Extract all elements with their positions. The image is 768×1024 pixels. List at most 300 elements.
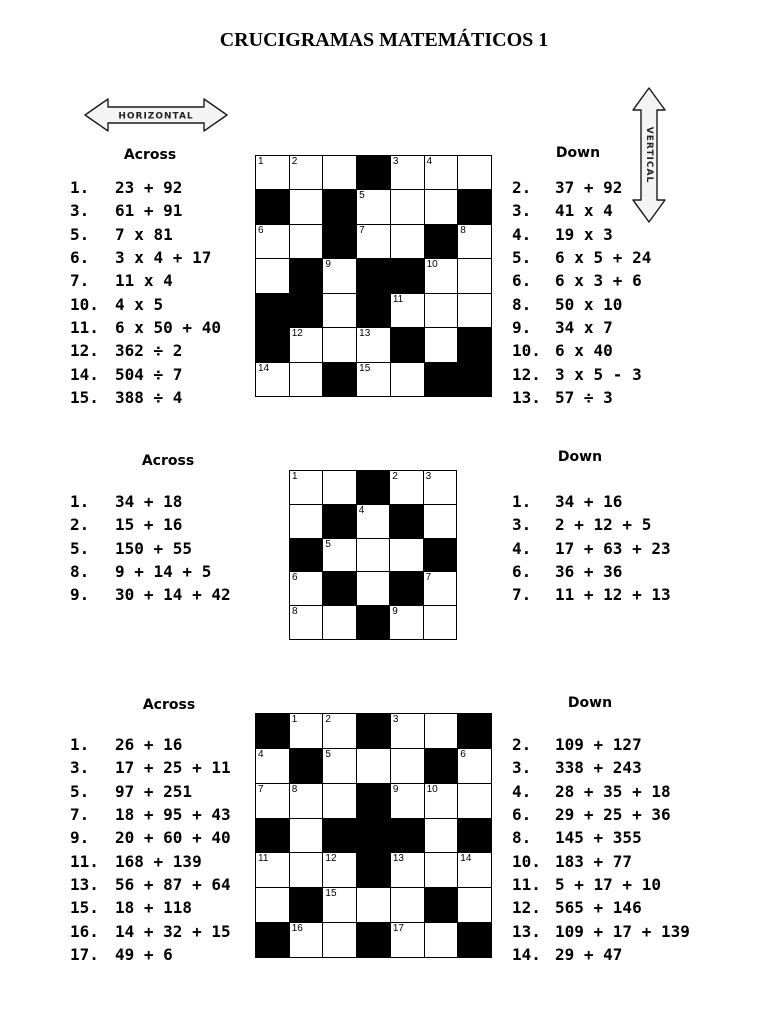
white-cell: [256, 888, 289, 922]
cell-number: 9: [392, 606, 398, 618]
cell-number: 7: [258, 783, 264, 795]
white-cell: [290, 225, 323, 258]
across-clue: [70, 826, 231, 849]
white-cell: [290, 819, 323, 853]
clue-number: 3.: [70, 758, 90, 778]
across-clue: [70, 199, 221, 222]
clue-number: 8.: [70, 561, 90, 581]
black-cell: [290, 888, 323, 922]
clue-number: 9.: [70, 828, 90, 848]
across-clue: [70, 873, 231, 896]
white-cell: [425, 923, 458, 957]
black-cell: [357, 156, 390, 189]
clue-expression: 97 + 251: [115, 781, 193, 801]
clue-number: 9.: [70, 585, 90, 605]
clue-expression: 7 x 81: [115, 224, 173, 244]
clue-number: 13.: [70, 874, 99, 894]
white-cell: [424, 572, 456, 605]
across-clue: [70, 293, 221, 316]
cell-number: 6: [258, 224, 264, 236]
white-cell: [323, 606, 355, 639]
white-cell: [290, 606, 322, 639]
clue-expression: 6 x 3 + 6: [555, 271, 642, 291]
white-cell: [323, 328, 356, 361]
down-clue: [512, 560, 671, 583]
clue-number: 7.: [70, 804, 90, 824]
cell-number: 12: [325, 853, 337, 865]
clue-expression: 3 x 4 + 17: [115, 247, 212, 267]
across-clue: [70, 733, 231, 756]
clue-number: 6.: [70, 247, 90, 267]
cell-number: 3: [392, 714, 399, 725]
clue-expression: 30 + 14 + 42: [115, 585, 231, 605]
down-clue: [512, 386, 651, 409]
clue-number: 11.: [512, 874, 541, 894]
down-clue: [512, 269, 651, 292]
black-cell: [323, 572, 355, 605]
across-clue: [70, 490, 231, 513]
clue-expression: 18 + 118: [115, 898, 193, 918]
across-clue: [70, 246, 221, 269]
white-cell: [425, 784, 458, 818]
black-cell: [425, 749, 458, 783]
down-clue-list: [512, 176, 651, 409]
cell-number: 14: [258, 362, 270, 374]
clue-expression: 34 + 18: [115, 492, 183, 511]
cell-number: 2: [392, 471, 398, 482]
white-cell: [391, 923, 424, 957]
clue-number: 10.: [512, 851, 541, 871]
clue-expression: 4 x 5: [115, 294, 164, 314]
cell-number: 2: [325, 714, 331, 725]
across-clue: [70, 803, 231, 826]
across-clue: [70, 896, 231, 919]
cell-number: 3: [392, 156, 399, 167]
horizontal-label: HORIZONTAL: [118, 111, 194, 122]
down-clue: [512, 896, 690, 919]
down-clue-list: [512, 490, 671, 607]
white-cell: [290, 471, 322, 504]
black-cell: [357, 606, 389, 639]
white-cell: [323, 539, 355, 572]
cell-number: 8: [292, 606, 298, 618]
down-clue: [512, 513, 671, 536]
black-cell: [256, 819, 289, 853]
clue-expression: 2 + 12 + 5: [555, 515, 652, 535]
vertical-label: VERTICAL: [644, 126, 654, 184]
black-cell: [357, 471, 389, 504]
clue-expression: 362 ÷ 2: [115, 341, 183, 361]
white-cell: [458, 156, 491, 189]
clue-expression: 11 + 12 + 13: [555, 585, 671, 605]
down-clue: [512, 199, 651, 222]
clue-expression: 49 + 6: [115, 944, 173, 964]
cell-number: 11: [258, 853, 269, 865]
down-clue-list: [512, 733, 690, 966]
white-cell: [256, 853, 289, 887]
cell-number: 10: [426, 259, 438, 271]
across-clue: [70, 780, 231, 803]
black-cell: [256, 294, 289, 327]
white-cell: [323, 749, 356, 783]
clue-number: 6.: [512, 271, 532, 291]
black-cell: [323, 225, 356, 258]
black-cell: [357, 784, 390, 818]
clue-expression: 183 + 77: [555, 851, 633, 871]
across-clue: [70, 513, 231, 536]
white-cell: [425, 190, 458, 223]
clue-expression: 338 + 243: [555, 758, 642, 778]
clue-expression: 6 x 40: [555, 341, 613, 361]
crossword-grid: [255, 713, 492, 958]
black-cell: [391, 328, 424, 361]
black-cell: [424, 539, 456, 572]
clue-number: 3.: [512, 758, 532, 778]
clue-expression: 41 x 4: [555, 201, 613, 221]
cell-number: 12: [291, 328, 303, 340]
clue-number: 5.: [70, 538, 90, 558]
cell-number: 1: [291, 714, 298, 725]
clue-number: 8.: [512, 828, 532, 848]
clue-expression: 11 x 4: [115, 271, 173, 291]
clue-expression: 19 x 3: [555, 224, 613, 244]
black-cell: [323, 190, 356, 223]
cell-number: 1: [292, 471, 298, 482]
across-clue: [70, 850, 231, 873]
black-cell: [390, 572, 422, 605]
white-cell: [357, 572, 389, 605]
down-clue: [512, 339, 651, 362]
white-cell: [290, 923, 323, 957]
clue-expression: 6 x 5 + 24: [555, 247, 652, 267]
cell-number: 1: [258, 156, 264, 167]
clue-expression: 34 x 7: [555, 317, 613, 337]
cell-number: 5: [359, 190, 365, 202]
clue-expression: 34 + 16: [555, 492, 623, 511]
clue-number: 4.: [512, 224, 532, 244]
cell-number: 4: [426, 156, 433, 167]
white-cell: [390, 471, 422, 504]
clue-number: 16.: [70, 921, 99, 941]
cell-number: 6: [460, 748, 466, 760]
clue-expression: 56 + 87 + 64: [115, 874, 231, 894]
across-clue: [70, 339, 221, 362]
across-heading: Across: [142, 697, 196, 713]
clue-number: 15.: [70, 387, 99, 407]
clue-number: 3.: [70, 201, 90, 221]
cell-number: 13: [359, 328, 371, 340]
clue-expression: 388 ÷ 4: [115, 387, 183, 407]
clue-number: 7.: [70, 271, 90, 291]
down-clue: [512, 826, 690, 849]
clue-expression: 18 + 95 + 43: [115, 804, 231, 824]
white-cell: [391, 190, 424, 223]
white-cell: [323, 294, 356, 327]
clue-expression: 26 + 16: [115, 735, 183, 754]
clue-number: 14.: [70, 364, 99, 384]
down-clue: [512, 537, 671, 560]
clue-number: 3.: [512, 201, 532, 221]
white-cell: [290, 328, 323, 361]
cell-number: 3: [425, 471, 432, 482]
cell-number: 8: [460, 224, 466, 236]
cell-number: 17: [392, 923, 404, 935]
white-cell: [323, 784, 356, 818]
cell-number: 15: [359, 362, 371, 374]
white-cell: [391, 714, 424, 748]
crossword-grid: [255, 155, 492, 397]
clue-number: 5.: [512, 247, 532, 267]
down-clue: [512, 803, 690, 826]
cell-number: 13: [392, 853, 404, 865]
white-cell: [290, 784, 323, 818]
black-cell: [458, 714, 491, 748]
clue-number: 11.: [70, 851, 99, 871]
white-cell: [357, 328, 390, 361]
down-clue: [512, 780, 690, 803]
clue-number: 5.: [70, 781, 90, 801]
down-clue: [512, 920, 690, 943]
black-cell: [290, 539, 322, 572]
white-cell: [256, 259, 289, 292]
white-cell: [390, 606, 422, 639]
black-cell: [256, 190, 289, 223]
clue-number: 6.: [512, 804, 532, 824]
page-title: CRUCIGRAMAS MATEMÁTICOS 1: [219, 29, 549, 51]
clue-expression: 29 + 25 + 36: [555, 804, 671, 824]
white-cell: [425, 819, 458, 853]
clue-expression: 9 + 14 + 5: [115, 561, 212, 581]
black-cell: [357, 853, 390, 887]
clue-expression: 37 + 92: [555, 178, 623, 197]
down-clue: [512, 873, 690, 896]
cell-number: 2: [291, 156, 298, 167]
black-cell: [290, 259, 323, 292]
white-cell: [357, 749, 390, 783]
clue-expression: 145 + 355: [555, 828, 642, 848]
white-cell: [391, 225, 424, 258]
clue-expression: 20 + 60 + 40: [115, 828, 231, 848]
white-cell: [391, 363, 424, 396]
white-cell: [290, 505, 322, 538]
down-clue: [512, 293, 651, 316]
white-cell: [425, 853, 458, 887]
clue-number: 1.: [70, 492, 90, 511]
clue-number: 13.: [512, 921, 541, 941]
down-clue: [512, 223, 651, 246]
white-cell: [458, 225, 491, 258]
white-cell: [425, 294, 458, 327]
cell-number: 11: [392, 293, 404, 305]
black-cell: [256, 714, 289, 748]
down-clue: [512, 316, 651, 339]
white-cell: [391, 294, 424, 327]
down-clue: [512, 363, 651, 386]
white-cell: [323, 923, 356, 957]
down-clue: [512, 756, 690, 779]
across-clue: [70, 583, 231, 606]
black-cell: [425, 888, 458, 922]
down-clue: [512, 246, 651, 269]
white-cell: [425, 328, 458, 361]
clue-number: 2.: [512, 178, 532, 197]
black-cell: [256, 328, 289, 361]
down-clue: [512, 490, 671, 513]
white-cell: [256, 749, 289, 783]
cell-number: 16: [291, 923, 303, 935]
cell-number: 7: [425, 572, 432, 584]
white-cell: [323, 471, 355, 504]
across-heading: Across: [123, 147, 177, 163]
clue-number: 4.: [512, 538, 532, 558]
clue-number: 12.: [512, 898, 541, 918]
white-cell: [323, 259, 356, 292]
white-cell: [424, 471, 456, 504]
down-clue: [512, 943, 690, 966]
white-cell: [425, 259, 458, 292]
black-cell: [323, 819, 356, 853]
across-clue: [70, 920, 231, 943]
white-cell: [357, 505, 389, 538]
across-clue-list: [70, 733, 231, 966]
black-cell: [391, 259, 424, 292]
white-cell: [357, 190, 390, 223]
clue-number: 14.: [512, 944, 541, 964]
across-clue: [70, 756, 231, 779]
clue-expression: 15 + 16: [115, 515, 183, 535]
white-cell: [391, 853, 424, 887]
black-cell: [357, 259, 390, 292]
down-heading: Down: [555, 145, 601, 161]
white-cell: [425, 156, 458, 189]
clue-number: 2.: [512, 735, 532, 754]
clue-expression: 109 + 17 + 139: [555, 921, 690, 941]
clue-number: 1.: [70, 178, 90, 197]
white-cell: [256, 156, 289, 189]
cell-number: 4: [358, 504, 365, 516]
black-cell: [458, 328, 491, 361]
clue-expression: 14 + 32 + 15: [115, 921, 231, 941]
across-clue-list: [70, 176, 221, 409]
white-cell: [323, 888, 356, 922]
white-cell: [458, 294, 491, 327]
white-cell: [290, 853, 323, 887]
black-cell: [390, 505, 422, 538]
black-cell: [290, 749, 323, 783]
black-cell: [458, 923, 491, 957]
clue-expression: 565 + 146: [555, 898, 642, 918]
white-cell: [424, 505, 456, 538]
cell-number: 5: [325, 538, 331, 550]
white-cell: [391, 156, 424, 189]
clue-number: 10.: [70, 294, 99, 314]
white-cell: [290, 190, 323, 223]
across-clue: [70, 176, 221, 199]
clue-number: 1.: [70, 735, 90, 754]
black-cell: [458, 819, 491, 853]
white-cell: [458, 749, 491, 783]
clue-expression: 150 + 55: [115, 538, 193, 558]
horizontal-arrow-icon: [82, 96, 230, 134]
clue-number: 4.: [512, 781, 532, 801]
white-cell: [323, 156, 356, 189]
white-cell: [256, 225, 289, 258]
clue-number: 7.: [512, 585, 532, 605]
black-cell: [357, 714, 390, 748]
black-cell: [458, 190, 491, 223]
black-cell: [323, 505, 355, 538]
clue-expression: 29 + 47: [555, 944, 623, 964]
down-clue: [512, 733, 690, 756]
across-clue: [70, 386, 221, 409]
crossword-grid: [289, 470, 457, 640]
across-clue: [70, 537, 231, 560]
clue-number: 5.: [70, 224, 90, 244]
white-cell: [458, 784, 491, 818]
across-heading: Across: [141, 453, 195, 469]
white-cell: [290, 156, 323, 189]
cell-number: 10: [426, 783, 438, 795]
clue-number: 15.: [70, 898, 99, 918]
cell-number: 14: [460, 853, 472, 865]
black-cell: [458, 363, 491, 396]
clue-expression: 50 x 10: [555, 294, 623, 314]
across-clue: [70, 223, 221, 246]
cell-number: 9: [392, 783, 399, 795]
cell-number: 15: [325, 888, 337, 900]
down-clue: [512, 850, 690, 873]
clue-expression: 109 + 127: [555, 735, 642, 754]
white-cell: [290, 363, 323, 396]
clue-number: 1.: [512, 492, 532, 511]
clue-expression: 23 + 92: [115, 178, 183, 197]
across-clue: [70, 943, 231, 966]
clue-number: 9.: [512, 317, 532, 337]
clue-number: 10.: [512, 341, 541, 361]
black-cell: [357, 819, 390, 853]
black-cell: [425, 225, 458, 258]
white-cell: [256, 363, 289, 396]
clue-expression: 57 ÷ 3: [555, 387, 613, 407]
across-clue: [70, 560, 231, 583]
black-cell: [425, 363, 458, 396]
white-cell: [390, 539, 422, 572]
clue-number: 6.: [512, 561, 532, 581]
down-heading: Down: [567, 695, 613, 711]
clue-expression: 168 + 139: [115, 851, 202, 871]
clue-expression: 17 + 25 + 11: [115, 758, 231, 778]
white-cell: [391, 888, 424, 922]
white-cell: [425, 714, 458, 748]
white-cell: [357, 363, 390, 396]
clue-number: 17.: [70, 944, 99, 964]
cell-number: 4: [258, 748, 264, 760]
cell-number: 6: [292, 572, 298, 584]
white-cell: [458, 259, 491, 292]
down-clue: [512, 583, 671, 606]
cell-number: 9: [325, 259, 331, 271]
clue-expression: 17 + 63 + 23: [555, 538, 671, 558]
clue-expression: 6 x 50 + 40: [115, 317, 221, 337]
down-heading: Down: [557, 449, 603, 465]
white-cell: [391, 784, 424, 818]
white-cell: [458, 888, 491, 922]
clue-expression: 504 ÷ 7: [115, 364, 183, 384]
clue-number: 3.: [512, 515, 532, 535]
clue-expression: 5 + 17 + 10: [555, 874, 661, 894]
cell-number: 7: [359, 224, 365, 236]
clue-number: 11.: [70, 317, 99, 337]
